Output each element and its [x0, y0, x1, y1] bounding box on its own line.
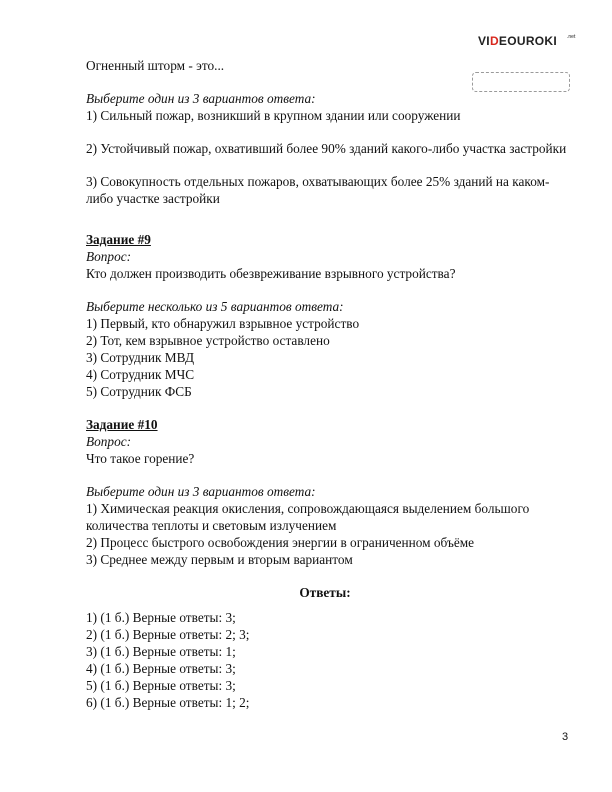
task-9-question: Кто должен производить обезвреживание взрывного устройства?	[86, 266, 456, 281]
answer-6: 6) (1 б.) Верные ответы: 1; 2;	[86, 695, 250, 710]
task-10-title: Задание #10	[86, 417, 158, 432]
task-9-instruction: Выберите несколько из 5 вариантов ответа:	[86, 299, 344, 314]
task-10-option-2: 2) Процесс быстрого освобождения энергии в ограниченном объёме	[86, 535, 475, 550]
answers-title: Ответы:	[299, 585, 351, 600]
videouroki-logo[interactable]	[478, 34, 557, 48]
logo-suffix: .net	[567, 34, 576, 40]
task-9-option-5: 5) Сотрудник ФСБ	[86, 384, 192, 399]
task-10-option-3: 3) Среднее между первым и вторым вариантом	[86, 552, 353, 567]
answer-5: 5) (1 б.) Верные ответы: 3;	[86, 678, 236, 693]
task-9-option-2: 2) Тот, кем взрывное устройство оставлено	[86, 333, 330, 348]
q8-instruction: Выберите один из 3 вариантов ответа:	[86, 91, 316, 106]
q8-option-1: 1) Сильный пожар, возникший в крупном здании или сооружении	[86, 108, 461, 123]
task-9-title: Задание #9	[86, 232, 151, 247]
task-9-question-label: Вопрос:	[86, 249, 132, 264]
task-9-option-1: 1) Первый, кто обнаружил взрывное устройство	[86, 316, 360, 331]
q8-question: Огненный шторм - это...	[86, 58, 225, 73]
q8-option-3: 3) Совокупность отдельных пожаров, охватывающих более 25% зданий на каком-либо участке застройки	[86, 174, 550, 206]
task-10-question: Что такое горение?	[86, 451, 195, 466]
answer-1: 1) (1 б.) Верные ответы: 3;	[86, 610, 236, 625]
answer-4: 4) (1 б.) Верные ответы: 3;	[86, 661, 236, 676]
task-9-option-3: 3) Сотрудник МВД	[86, 350, 195, 365]
answer-2: 2) (1 б.) Верные ответы: 2; 3;	[86, 627, 250, 642]
task-9-option-4: 4) Сотрудник МЧС	[86, 367, 195, 382]
task-10-option-1: 1) Химическая реакция окисления, сопровождающаяся выделением большого количества теплоты и световым излучением	[86, 501, 530, 533]
logo-text-accent: D	[489, 34, 499, 48]
task-10-question-label: Вопрос:	[86, 434, 132, 449]
answer-3: 3) (1 б.) Верные ответы: 1;	[86, 644, 236, 659]
logo-text-end: EOUROKI	[498, 34, 558, 48]
logo-text-start: VI	[478, 34, 490, 48]
document-content	[86, 57, 576, 711]
page-number: 3	[562, 731, 569, 743]
task-10-instruction: Выберите один из 3 вариантов ответа:	[86, 484, 316, 499]
q8-option-2: 2) Устойчивый пожар, охвативший более 90% зданий какого-либо участка застройки	[86, 141, 567, 156]
